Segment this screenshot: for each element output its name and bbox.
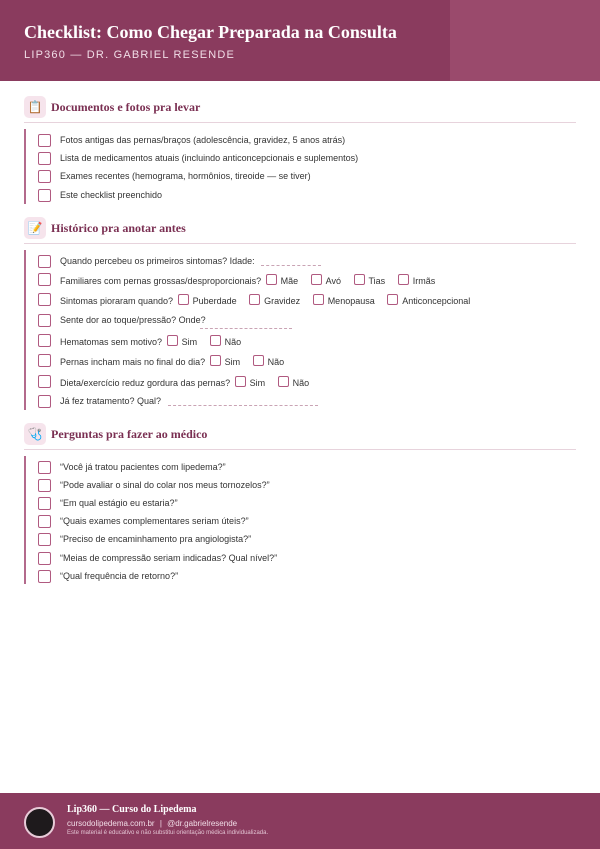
avatar <box>24 807 55 838</box>
checkbox[interactable] <box>38 552 51 565</box>
checkbox[interactable] <box>387 294 398 305</box>
checkbox[interactable] <box>38 497 51 510</box>
checkbox[interactable] <box>235 376 246 387</box>
section-accent-bar <box>24 250 26 410</box>
checkbox[interactable] <box>38 152 51 165</box>
footer <box>0 793 600 849</box>
section-divider <box>24 122 576 123</box>
option-avo[interactable]: Avó <box>311 274 341 286</box>
answer-line[interactable] <box>261 264 321 266</box>
checkbox[interactable] <box>210 355 221 366</box>
footer-title: Lip360 — Curso do Lipedema <box>67 804 197 815</box>
clipboard-icon: 📋 <box>24 96 46 118</box>
section-divider <box>24 449 576 450</box>
option-nao[interactable]: Não <box>278 376 310 388</box>
checkbox[interactable] <box>398 274 409 285</box>
checkbox[interactable] <box>313 294 324 305</box>
checkbox[interactable] <box>278 376 289 387</box>
item-label: Sintomas pioraram quando? <box>60 296 174 306</box>
item-label: “Você já tratou pacientes com lipedema?” <box>60 462 226 472</box>
item-label: “Quais exames complementares seriam úteis?” <box>60 516 249 526</box>
section-divider <box>24 243 576 244</box>
item-label: “Meias de compressão seriam indicadas? Qual nível?” <box>60 553 278 563</box>
section-title: Perguntas pra fazer ao médico <box>51 427 208 441</box>
checkbox[interactable] <box>38 570 51 583</box>
section-questions-header <box>24 423 576 445</box>
checkbox[interactable] <box>266 274 277 285</box>
item-label: “Qual frequência de retorno?” <box>60 571 179 581</box>
footer-separator: | <box>159 819 162 828</box>
checkbox[interactable] <box>38 395 51 408</box>
item-label: Familiares com pernas grossas/desproporcionais? <box>60 276 262 286</box>
section-documents-header <box>24 96 576 118</box>
checkbox[interactable] <box>38 354 51 367</box>
stethoscope-icon: 🩺 <box>24 423 46 445</box>
checkbox[interactable] <box>38 461 51 474</box>
option-nao[interactable]: Não <box>210 335 242 347</box>
item-label: Este checklist preenchido <box>60 190 163 200</box>
option-puberdade[interactable]: Puberdade <box>178 294 237 306</box>
section-accent-bar <box>24 129 26 204</box>
checkbox[interactable] <box>253 355 264 366</box>
item-label: Fotos antigas das pernas/braços (adolescência, gravidez, 5 anos atrás) <box>60 135 346 145</box>
option-nao[interactable]: Não <box>253 355 285 367</box>
option-gravidez[interactable]: Gravidez <box>249 294 300 306</box>
checkbox[interactable] <box>210 335 221 346</box>
item-label: Pernas incham mais no final do dia? <box>60 357 206 367</box>
memo-icon: 📝 <box>24 217 46 239</box>
checkbox[interactable] <box>38 533 51 546</box>
answer-line[interactable] <box>168 404 318 406</box>
checkbox[interactable] <box>38 189 51 202</box>
item-label: Lista de medicamentos atuais (incluindo anticoncepcionais e suplementos) <box>60 153 359 163</box>
checkbox[interactable] <box>38 273 51 286</box>
checkbox[interactable] <box>38 375 51 388</box>
checkbox[interactable] <box>38 293 51 306</box>
checkbox[interactable] <box>167 335 178 346</box>
checkbox[interactable] <box>38 170 51 183</box>
option-irmas[interactable]: Irmãs <box>398 274 436 286</box>
checkbox[interactable] <box>38 479 51 492</box>
answer-line[interactable] <box>200 327 292 329</box>
page-subtitle: LIP360 — DR. GABRIEL RESENDE <box>24 49 236 61</box>
section-accent-bar <box>24 456 26 584</box>
item-label: Sente dor ao toque/pressão? Onde? <box>60 315 206 325</box>
footer-links <box>67 819 237 828</box>
option-sim[interactable]: Sim <box>235 376 266 388</box>
header-banner <box>0 0 600 81</box>
checkbox[interactable] <box>354 274 365 285</box>
option-anticoncepcional[interactable]: Anticoncepcional <box>387 294 470 306</box>
section-title: Documentos e fotos pra levar <box>51 100 201 114</box>
checkbox[interactable] <box>249 294 260 305</box>
social-handle-link[interactable]: @dr.gabrielresende <box>167 819 238 828</box>
option-sim[interactable]: Sim <box>167 335 198 347</box>
checkbox[interactable] <box>38 334 51 347</box>
item-label: Exames recentes (hemograma, hormônios, tireoide — se tiver) <box>60 171 311 181</box>
option-mae[interactable]: Mãe <box>266 274 299 286</box>
checkbox[interactable] <box>38 515 51 528</box>
option-sim[interactable]: Sim <box>210 355 241 367</box>
footer-disclaimer: Este material é educativo e não substitui orientação médica individualizada. <box>67 830 269 836</box>
item-label: “Em qual estágio eu estaria?” <box>60 498 178 508</box>
item-label: Quando percebeu os primeiros sintomas? Idade: <box>60 256 255 266</box>
page-title: Checklist: Como Chegar Preparada na Consulta <box>24 22 397 42</box>
checkbox[interactable] <box>178 294 189 305</box>
header-decoration <box>450 0 600 81</box>
item-label: “Preciso de encaminhamento pra angiologista?” <box>60 534 252 544</box>
item-label: Já fez tratamento? Qual? <box>60 396 162 406</box>
option-tias[interactable]: Tias <box>354 274 386 286</box>
checkbox[interactable] <box>38 134 51 147</box>
item-label: Dieta/exercício reduz gordura das pernas? <box>60 378 231 388</box>
option-menopausa[interactable]: Menopausa <box>313 294 375 306</box>
section-history-header <box>24 217 576 239</box>
checkbox[interactable] <box>311 274 322 285</box>
checkbox[interactable] <box>38 255 51 268</box>
checkbox[interactable] <box>38 314 51 327</box>
section-title: Histórico pra anotar antes <box>51 221 186 235</box>
website-link[interactable]: cursodolipedema.com.br <box>67 819 155 828</box>
item-label: Hematomas sem motivo? <box>60 337 163 347</box>
item-label: “Pode avaliar o sinal do colar nos meus tornozelos?” <box>60 480 270 490</box>
